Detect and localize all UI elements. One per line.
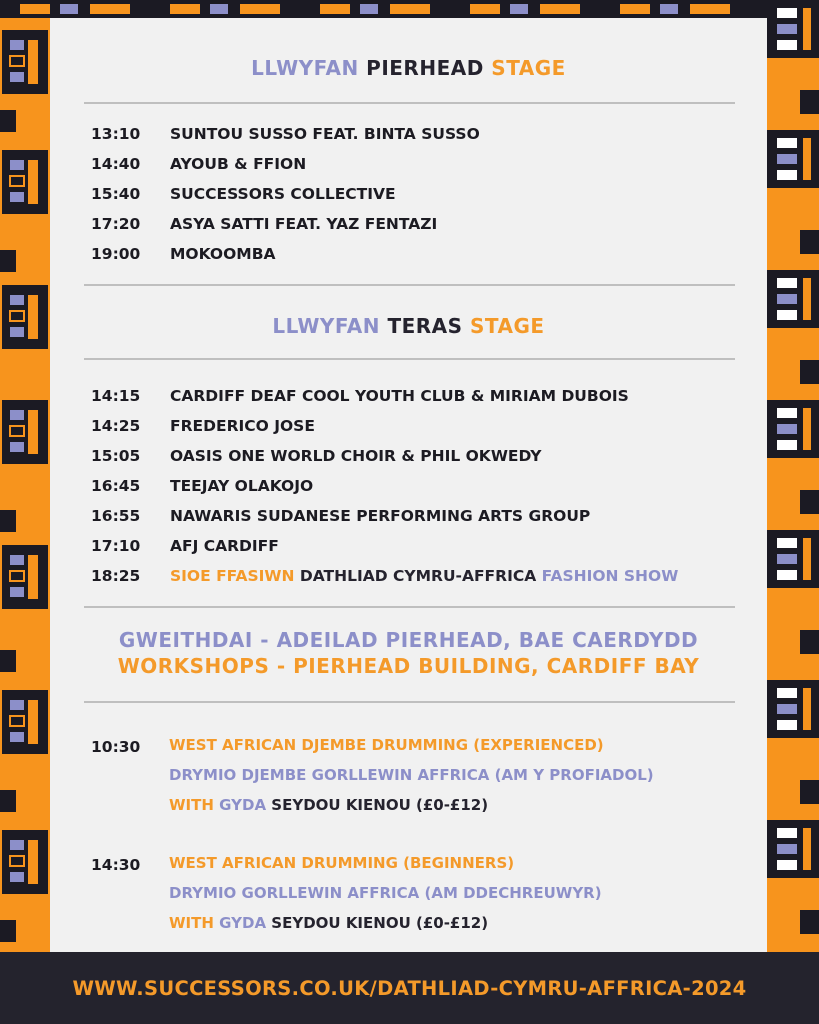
act-name: AYOUB & FFION	[170, 155, 307, 173]
schedule-row	[91, 239, 480, 269]
act-name: OASIS ONE WORLD CHOIR & PHIL OKWEDY	[170, 447, 542, 465]
title-welsh-word: LLWYFAN	[251, 56, 359, 80]
pierhead-stage-title	[50, 56, 767, 80]
gyda-word: GYDA	[219, 796, 267, 814]
workshop-time: 14:30	[91, 856, 141, 874]
workshop-english: WEST AFRICAN DJEMBE DRUMMING (EXPERIENCED)	[169, 736, 604, 754]
act-time: 18:25	[91, 567, 141, 585]
workshop-english: WEST AFRICAN DRUMMING (BEGINNERS)	[169, 854, 515, 872]
schedule-row	[91, 501, 678, 531]
act-time: 14:40	[91, 155, 141, 173]
workshop-tutor-line	[169, 914, 488, 932]
website-link[interactable]: WWW.SUCCESSORS.CO.UK/DATHLIAD-CYMRU-AFFRICA-2024	[72, 976, 747, 1000]
with-word: WITH	[169, 796, 214, 814]
tutor-name: SEYDOU KIENOU (£0-£12)	[271, 914, 489, 932]
workshop-tutor-line	[169, 796, 488, 814]
teras-stage-title	[50, 314, 767, 338]
schedule-row	[91, 411, 678, 441]
workshop-time: 10:30	[91, 738, 141, 756]
act-time: 14:25	[91, 417, 141, 435]
schedule-row	[91, 149, 480, 179]
workshop-welsh: DRYMIO GORLLEWIN AFFRICA (AM DDECHREUWYR)	[169, 884, 602, 902]
schedule-row	[91, 119, 480, 149]
act-name: AFJ CARDIFF	[170, 537, 279, 555]
title-venue-word: TERAS	[387, 314, 463, 338]
with-word: WITH	[169, 914, 214, 932]
act-time: 16:45	[91, 477, 141, 495]
schedule-row	[91, 179, 480, 209]
schedule-panel	[50, 18, 767, 952]
act-time: 15:40	[91, 185, 141, 203]
act-time: 13:10	[91, 125, 141, 143]
divider	[84, 701, 735, 703]
act-name: FREDERICO JOSE	[170, 417, 315, 435]
divider	[84, 606, 735, 608]
act-time: 15:05	[91, 447, 141, 465]
title-welsh-word: LLWYFAN	[272, 314, 380, 338]
fashion-welsh: SIOE FFASIWN	[170, 567, 295, 585]
teras-schedule	[91, 381, 678, 591]
schedule-row	[91, 531, 678, 561]
act-time: 19:00	[91, 245, 141, 263]
divider	[84, 102, 735, 104]
workshops-title-english: WORKSHOPS - PIERHEAD BUILDING, CARDIFF BAY	[117, 654, 700, 678]
schedule-row	[91, 381, 678, 411]
act-name: CARDIFF DEAF COOL YOUTH CLUB & MIRIAM DUBOIS	[170, 387, 629, 405]
footer-bar	[0, 952, 819, 1024]
title-venue-word: PIERHEAD	[366, 56, 484, 80]
act-time: 16:55	[91, 507, 141, 525]
act-time: 17:10	[91, 537, 141, 555]
act-time: 17:20	[91, 215, 141, 233]
schedule-row	[91, 441, 678, 471]
act-name: MOKOOMBA	[170, 245, 276, 263]
divider	[84, 358, 735, 360]
schedule-row	[91, 209, 480, 239]
act-name: NAWARIS SUDANESE PERFORMING ARTS GROUP	[170, 507, 591, 525]
fashion-event: DATHLIAD CYMRU-AFFRICA	[299, 567, 537, 585]
act-name: SUCCESSORS COLLECTIVE	[170, 185, 396, 203]
schedule-row	[91, 471, 678, 501]
title-english-word: STAGE	[491, 56, 566, 80]
act-name: ASYA SATTI FEAT. YAZ FENTAZI	[170, 215, 438, 233]
gyda-word: GYDA	[219, 914, 267, 932]
fashion-english: FASHION SHOW	[541, 567, 679, 585]
divider	[84, 284, 735, 286]
fashion-show-name	[170, 567, 678, 585]
act-name: SUNTOU SUSSO FEAT. BINTA SUSSO	[170, 125, 480, 143]
act-name: TEEJAY OLAKOJO	[170, 477, 314, 495]
workshop-welsh: DRYMIO DJEMBE GORLLEWIN AFFRICA (AM Y PROFIADOL)	[169, 766, 654, 784]
fashion-show-row	[91, 561, 678, 591]
tutor-name: SEYDOU KIENOU (£0-£12)	[271, 796, 489, 814]
pierhead-schedule	[91, 119, 480, 269]
title-english-word: STAGE	[470, 314, 545, 338]
workshops-title-welsh: GWEITHDAI - ADEILAD PIERHEAD, BAE CAERDYDD	[118, 628, 699, 652]
act-time: 14:15	[91, 387, 141, 405]
